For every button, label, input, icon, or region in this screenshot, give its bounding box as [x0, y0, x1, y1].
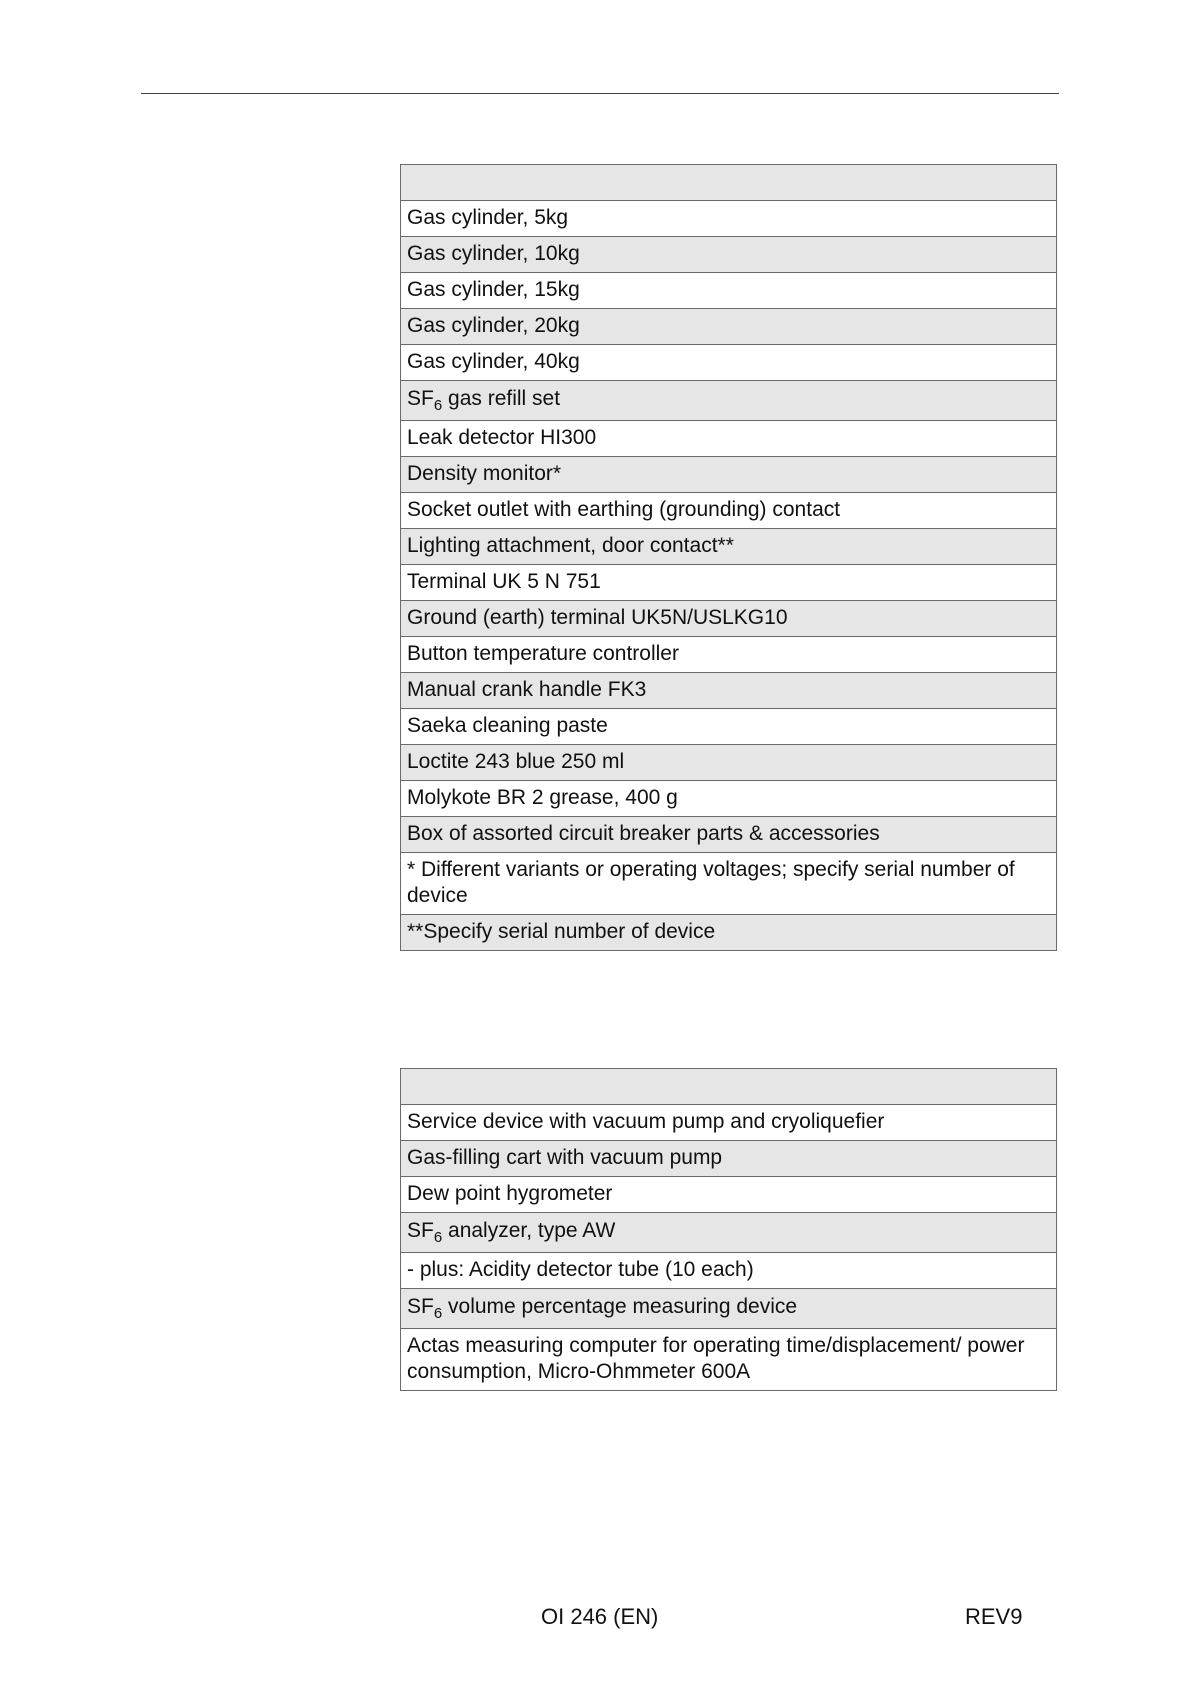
table-row — [401, 381, 1057, 421]
table-cell: Molykote BR 2 grease, 400 g — [401, 781, 1057, 817]
table-cell: Ground (earth) terminal UK5N/USLKG10 — [401, 601, 1057, 637]
table-row — [401, 817, 1057, 853]
table-cell — [401, 1213, 1057, 1253]
table-row — [401, 345, 1057, 381]
table-cell — [401, 381, 1057, 421]
sf6-suffix: analyzer, type AW — [442, 1219, 616, 1242]
table-cell — [401, 1289, 1057, 1329]
table-cell: Lighting attachment, door contact** — [401, 529, 1057, 565]
table-cell: Leak detector HI300 — [401, 421, 1057, 457]
table-header-cell — [401, 165, 1057, 201]
table-header-row — [401, 165, 1057, 201]
sf6-suffix: volume percentage measuring device — [442, 1295, 798, 1318]
table-row — [401, 565, 1057, 601]
table-cell: Gas cylinder, 20kg — [401, 309, 1057, 345]
table-cell: Actas measuring computer for operating time/displacement/ power consumption, Micro-Ohmmeter 600A — [401, 1329, 1057, 1391]
table-footnote-row — [401, 853, 1057, 915]
sf6-prefix: SF — [407, 1219, 434, 1242]
footnote-cell: * Different variants or operating voltages; specify serial number of device — [401, 853, 1057, 915]
footer-document-number: OI 246 (EN) — [541, 1604, 659, 1629]
sf6-subscript: 6 — [433, 397, 443, 414]
table-row — [401, 493, 1057, 529]
table-cell: Gas cylinder, 15kg — [401, 273, 1057, 309]
table-cell: Socket outlet with earthing (grounding) contact — [401, 493, 1057, 529]
table-header-cell — [401, 1069, 1057, 1105]
table-cell: Manual crank handle FK3 — [401, 673, 1057, 709]
table-row — [401, 201, 1057, 237]
table-row — [401, 637, 1057, 673]
table-row — [401, 1253, 1057, 1289]
table-row — [401, 309, 1057, 345]
table-cell: Loctite 243 blue 250 ml — [401, 745, 1057, 781]
table-cell: Saeka cleaning paste — [401, 709, 1057, 745]
table-row — [401, 237, 1057, 273]
table-row — [401, 601, 1057, 637]
table-cell: Gas-filling cart with vacuum pump — [401, 1141, 1057, 1177]
table-header-row — [401, 1069, 1057, 1105]
table-row — [401, 1289, 1057, 1329]
table-cell: Box of assorted circuit breaker parts & accessories — [401, 817, 1057, 853]
table-footnote-row — [401, 915, 1057, 951]
table-row — [401, 273, 1057, 309]
table-cell: Gas cylinder, 40kg — [401, 345, 1057, 381]
sf6-subscript: 6 — [433, 1229, 443, 1246]
table-cell: - plus: Acidity detector tube (10 each) — [401, 1253, 1057, 1289]
table-row — [401, 673, 1057, 709]
sf6-prefix: SF — [407, 387, 434, 410]
sf6-prefix: SF — [407, 1295, 434, 1318]
table-cell: Density monitor* — [401, 457, 1057, 493]
sf6-suffix: gas refill set — [442, 387, 561, 410]
table-cell: Gas cylinder, 5kg — [401, 201, 1057, 237]
table-row — [401, 1177, 1057, 1213]
footnote-cell: **Specify serial number of device — [401, 915, 1057, 951]
sf6-subscript: 6 — [433, 1305, 443, 1322]
table-cell: Dew point hygrometer — [401, 1177, 1057, 1213]
table-cell: Button temperature controller — [401, 637, 1057, 673]
test-equipment-table — [400, 1068, 1057, 1391]
header-rule — [141, 93, 1059, 94]
footer-revision: REV9 — [965, 1604, 1023, 1629]
table-row — [401, 709, 1057, 745]
table-row — [401, 457, 1057, 493]
table-row — [401, 745, 1057, 781]
table-row — [401, 421, 1057, 457]
table-cell: Gas cylinder, 10kg — [401, 237, 1057, 273]
table-row — [401, 529, 1057, 565]
table-cell: Service device with vacuum pump and cryoliquefier — [401, 1105, 1057, 1141]
table-row — [401, 1329, 1057, 1391]
table-row — [401, 781, 1057, 817]
table-row — [401, 1213, 1057, 1253]
table-row — [401, 1105, 1057, 1141]
table-row — [401, 1141, 1057, 1177]
table-cell: Terminal UK 5 N 751 — [401, 565, 1057, 601]
tools-materials-table — [400, 164, 1057, 951]
